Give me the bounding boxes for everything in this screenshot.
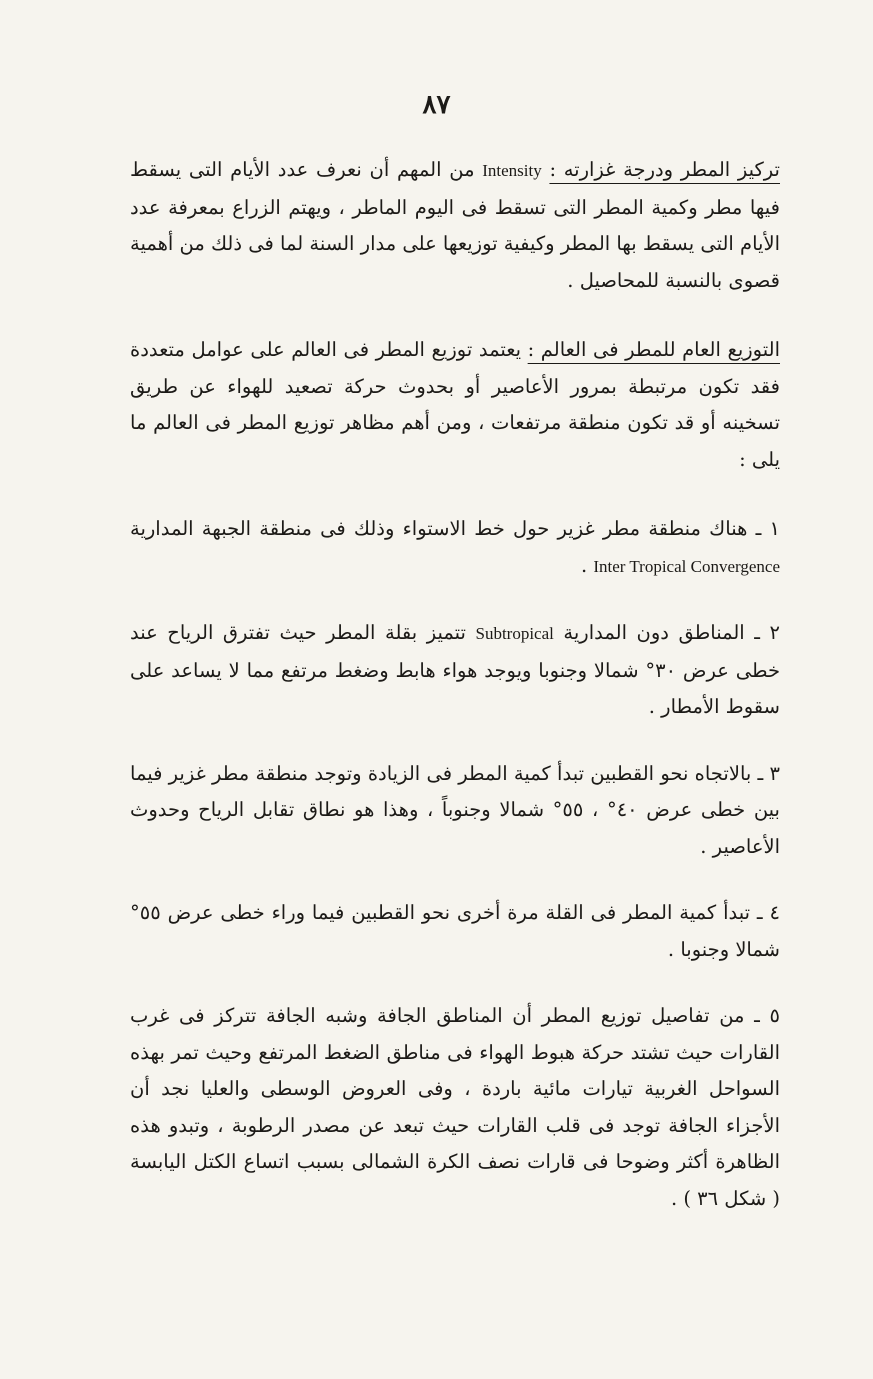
- list-item-4: [130, 895, 780, 968]
- latin-term-intensity: Intensity: [482, 161, 542, 180]
- page-body: [130, 152, 780, 1217]
- list-item-5: [130, 998, 780, 1217]
- page-number: ٨٧: [422, 90, 451, 120]
- list-item-2: [130, 615, 780, 726]
- list-item-lead: ٢ ـ المناطق دون المدارية: [563, 621, 780, 644]
- list-item-1: [130, 511, 780, 585]
- list-item-end: .: [580, 553, 588, 577]
- latin-term-itcz: Inter Tropical Convergence: [593, 556, 780, 576]
- list-item-text: ٤ ـ تبدأ كمية المطر فى القلة مرة أخرى نحو القطبين فيما وراء خطى عرض ٥٥° شمالا وجنوبا .: [130, 901, 780, 961]
- list-item-text: ١ ـ هناك منطقة مطر غزير حول خط الاستواء وذلك فى منطقة الجبهة المدارية: [130, 517, 780, 540]
- list-item-3: [130, 756, 780, 866]
- latin-term-subtropical: Subtropical: [475, 624, 554, 643]
- list-item-text: تتميز بقلة المطر حيث تفترق الرياح عند خطى عرض ٣٠° شمالا وجنوبا ويوجد هواء هابط وضغط مرتفع مما لا يساعد على سقوط الأمطار .: [130, 621, 780, 718]
- paragraph-text: من المهم أن نعرف عدد الأيام التى يسقط فيها مطر وكمية المطر التى تسقط فى اليوم الماطر ، ويهتم الزراع بمعرفة عدد الأيام التى يسقط بها المطر وكيفية توزيعها على مدار السنة لما فى ذلك من أهمية قصوى بالنسبة للمحاصيل .: [129, 158, 780, 292]
- heading-rain-intensity: تركيز المطر ودرجة غزارته :: [549, 158, 780, 181]
- paragraph-text: يعتمد توزيع المطر فى العالم على عوامل متعددة فقد تكون مرتبطة بمرور الأعاصير أو بحدوث حركة تصعيد للهواء عن طريق تسخينه أو قد تكون منطقة مرتفعات ، ومن أهم مظاهر توزيع المطر فى العالم ما يلى :: [130, 338, 780, 471]
- paragraph-world-distribution: [130, 332, 780, 478]
- list-item-text: ٥ ـ من تفاصيل توزيع المطر أن المناطق الجافة وشبه الجافة تتركز فى غرب القارات حيث تشتد حركة هبوط الهواء فى مناطق الضغط المرتفع وحيث تمر بهذه السواحل الغربية تيارات مائية باردة ، وفى العروض الوسطى والعليا نجد أن الأجزاء الجافة توجد فى قلب القارات حيث تبعد عن مصدر الرطوبة ، وتبدو هذه الظاهرة أكثر وضوحا فى قارات نصف الكرة الشمالى بسبب اتساع الكتل اليابسة ( شكل ٣٦ ) .: [130, 1004, 780, 1210]
- paragraph-rain-intensity: [130, 152, 780, 299]
- heading-world-distribution: التوزيع العام للمطر فى العالم :: [527, 338, 780, 361]
- list-item-text: ٣ ـ بالاتجاه نحو القطبين تبدأ كمية المطر فى الزيادة وتوجد منطقة مطر غزير فيما بين خطى عرض ٤٠° ، ٥٥° شمالا وجنوباً ، وهذا هو نطاق تقابل الرياح وحدوث الأعاصير .: [130, 761, 780, 858]
